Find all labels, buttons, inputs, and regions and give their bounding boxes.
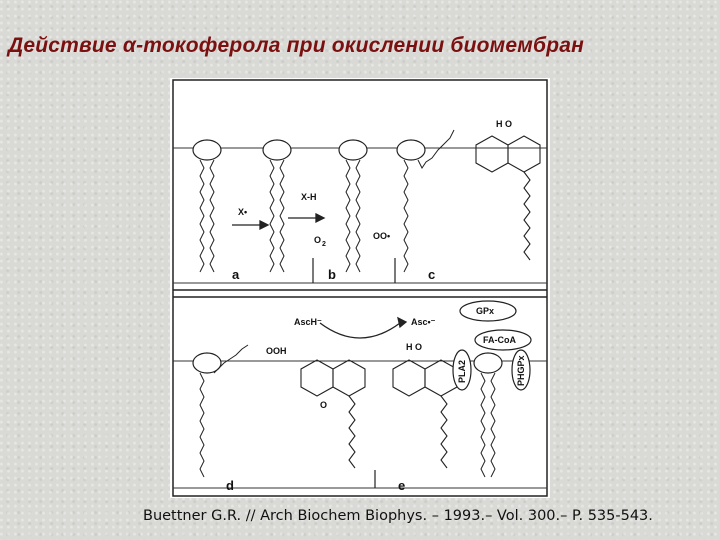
o2-subscript: 2 bbox=[322, 241, 326, 248]
peroxyl-radical-label: OO• bbox=[373, 231, 391, 241]
o2-label: O bbox=[314, 235, 322, 245]
phgpx-label: PHGPx bbox=[516, 355, 526, 386]
xh-label: X-H bbox=[301, 192, 317, 202]
citation: Buettner G.R. // Arch Biochem Biophys. – 1993.– Vol. 300.– P. 535-543. bbox=[143, 508, 653, 524]
ascorbate-label: AscH⁻ bbox=[294, 317, 322, 327]
panel-label-c: c bbox=[428, 267, 436, 282]
panel-label-e: e bbox=[398, 478, 406, 493]
x-radical-label: X• bbox=[238, 207, 248, 217]
panel-label-b: b bbox=[328, 267, 336, 282]
phospholipid-heads-top bbox=[193, 140, 425, 160]
ring-oxygen-label: O bbox=[320, 400, 328, 410]
hydroxyl-label-bottom: H O bbox=[406, 342, 423, 352]
fatty-acid-tails-bottom bbox=[200, 345, 495, 477]
panel-label-d: d bbox=[226, 478, 234, 493]
hydroxyl-label-top: H O bbox=[496, 119, 513, 129]
fa-coa-label: FA-CoA bbox=[483, 335, 516, 345]
ascorbyl-radical-label: Asc•⁻ bbox=[411, 317, 436, 327]
hydroperoxide-label: OOH bbox=[266, 346, 287, 356]
tocopherol-molecules-bottom bbox=[301, 360, 457, 468]
pla2-label: PLA2 bbox=[457, 359, 467, 383]
membrane-diagram-figure bbox=[170, 78, 550, 498]
membrane-diagram bbox=[170, 78, 550, 498]
panel-label-a: a bbox=[232, 267, 240, 282]
gpx-label: GPx bbox=[476, 306, 495, 316]
slide-title: Действие α-токоферола при окислении биомембран bbox=[8, 34, 584, 57]
tocopherol-molecule-top bbox=[476, 136, 540, 260]
